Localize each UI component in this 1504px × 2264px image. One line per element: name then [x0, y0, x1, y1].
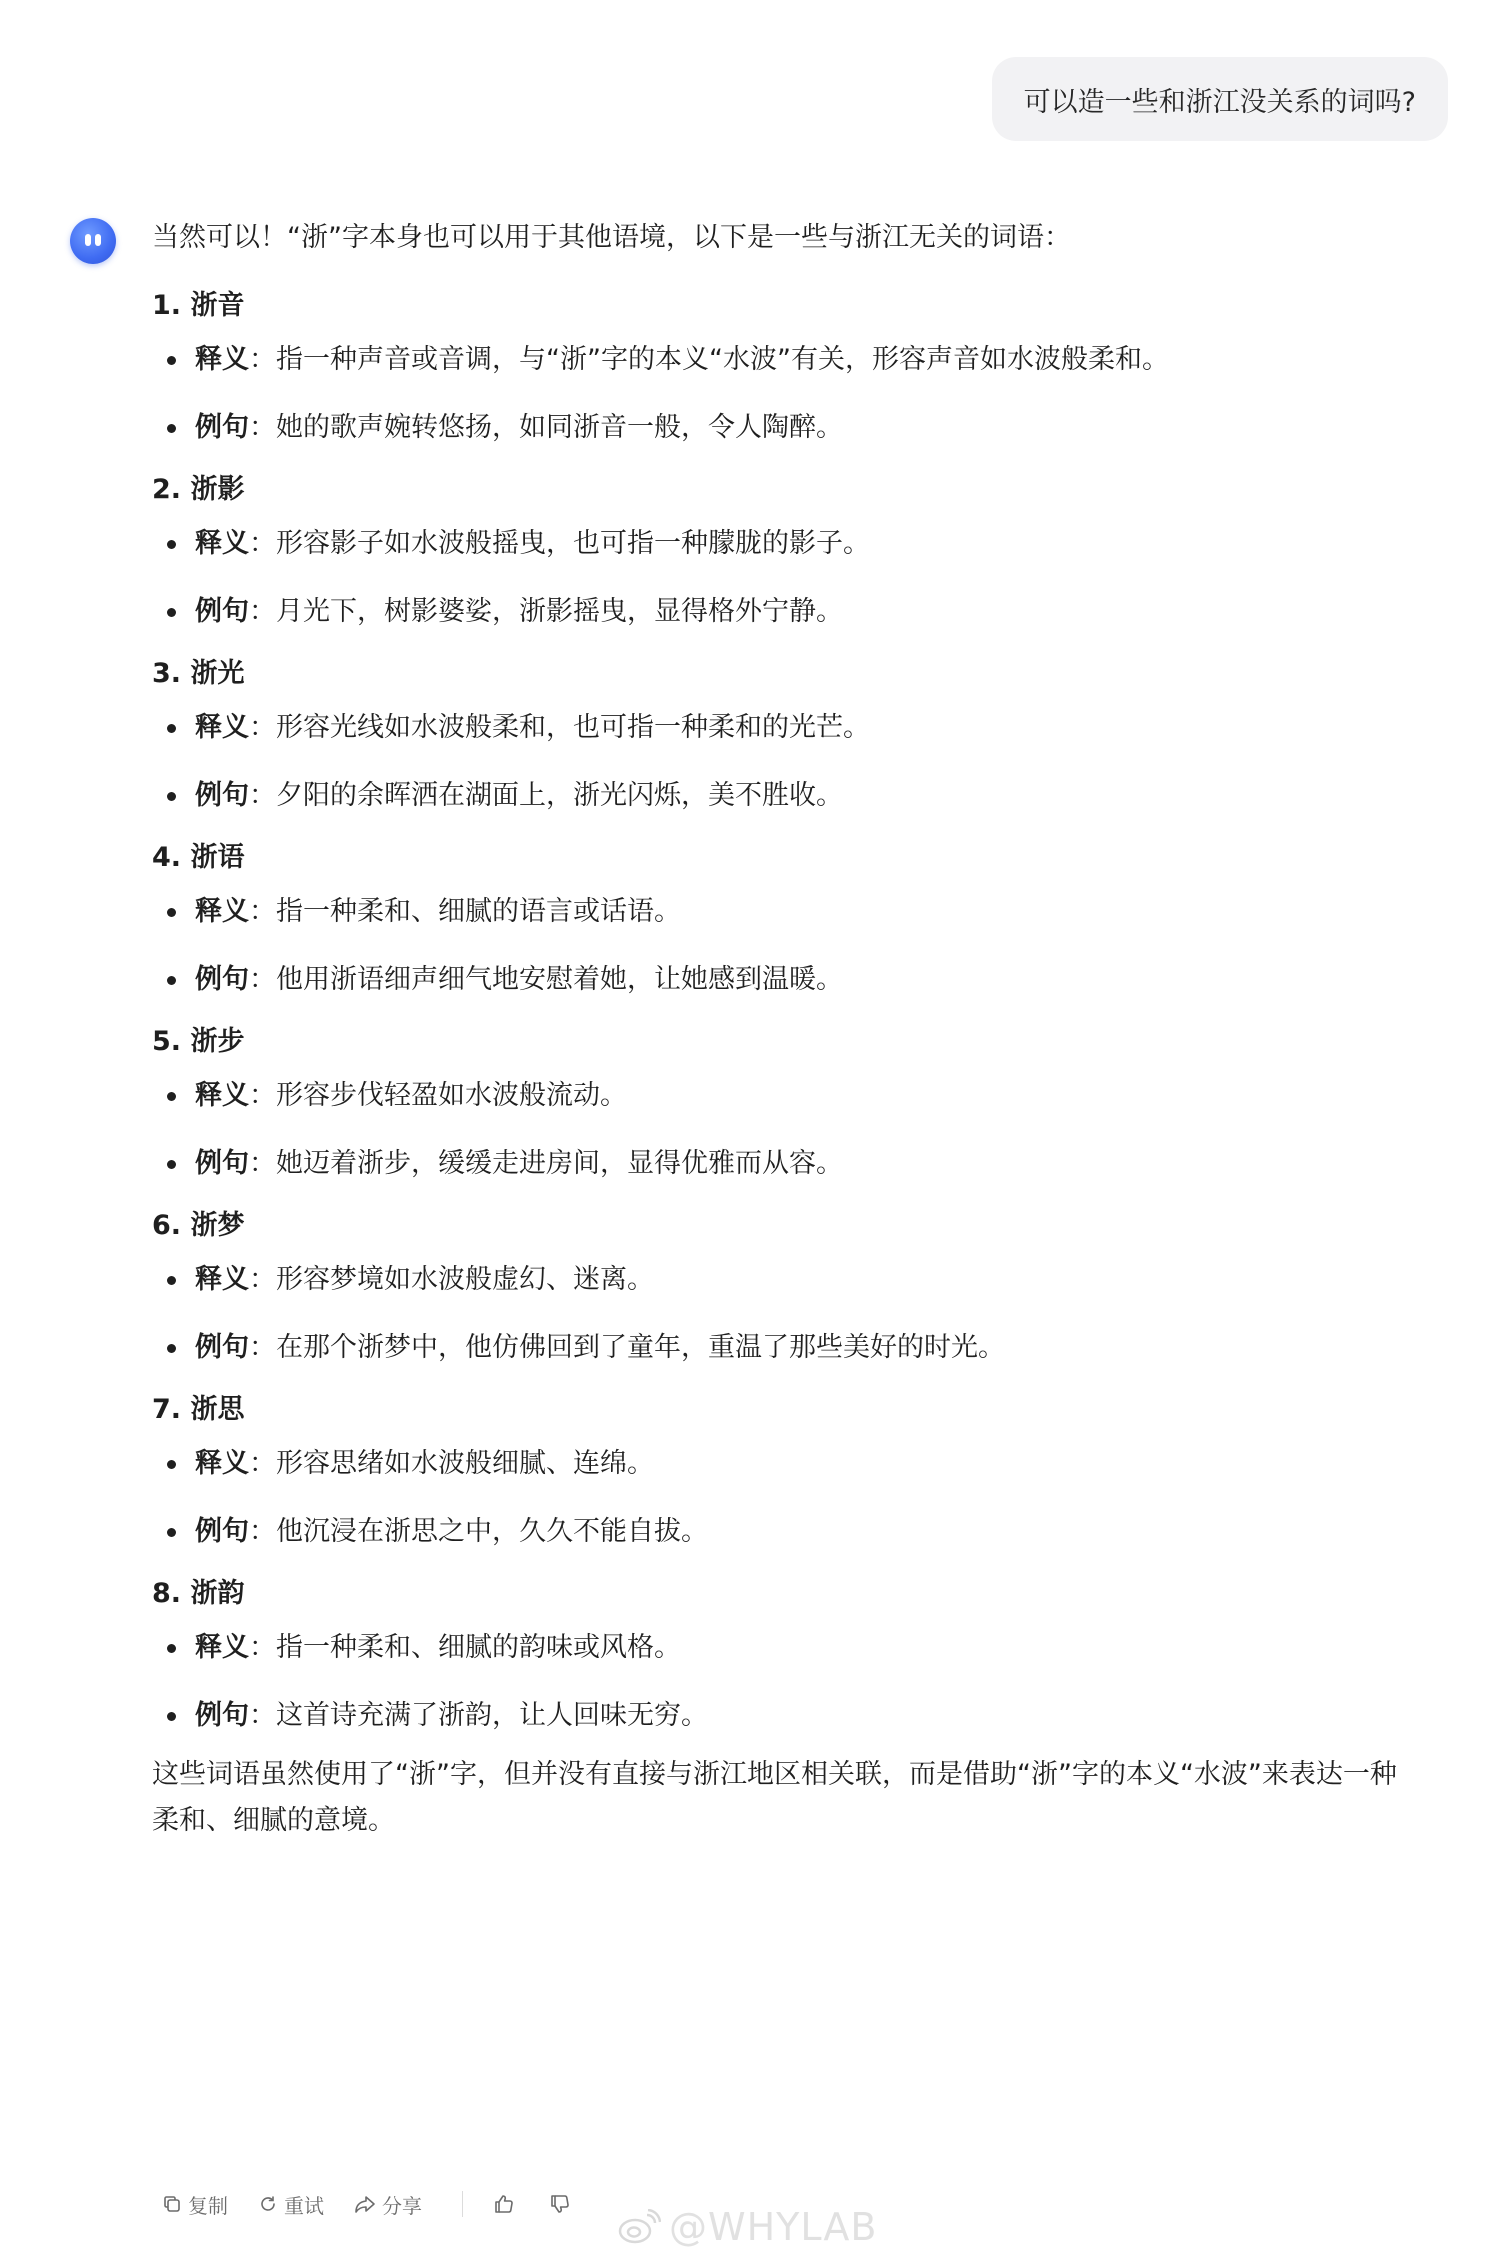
item-text: ：夕阳的余晖洒在湖面上，浙光闪烁，美不胜收。	[249, 780, 843, 811]
item-term: 释义	[195, 528, 249, 559]
retry-icon	[258, 2194, 278, 2214]
word-details	[152, 708, 1412, 816]
word-title: 4. 浙语	[152, 842, 245, 873]
thumbs-down-button[interactable]	[549, 2193, 571, 2215]
item-text: ：形容影子如水波般摇曳，也可指一种朦胧的影子。	[249, 528, 870, 559]
bullet-dot	[167, 1644, 176, 1653]
list-item	[152, 1696, 1412, 1736]
list-item	[152, 592, 1412, 632]
share-label: 分享	[382, 2193, 422, 2218]
retry-button[interactable]	[258, 2190, 324, 2219]
item-term: 例句	[195, 1332, 249, 1363]
item-term: 释义	[195, 1264, 249, 1295]
list-item	[152, 892, 1412, 932]
word-details	[152, 1628, 1412, 1736]
thumbs-up-icon	[493, 2193, 515, 2215]
list-item	[152, 1328, 1412, 1368]
word-title: 2. 浙影	[152, 474, 245, 505]
list-item	[152, 1444, 1412, 1484]
bullet-dot	[167, 792, 176, 801]
item-term: 例句	[195, 1700, 249, 1731]
bullet-dot	[167, 1712, 176, 1721]
copy-label: 复制	[188, 2193, 228, 2218]
copy-button[interactable]	[162, 2190, 228, 2219]
bullet-dot	[167, 356, 176, 365]
item-text: ：指一种柔和、细腻的语言或话语。	[249, 896, 681, 927]
user-message-text: 可以造一些和浙江没关系的词吗?	[1023, 86, 1416, 118]
item-text: ：她的歌声婉转悠扬，如同浙音一般，令人陶醉。	[249, 412, 843, 443]
item-text: ：形容步伐轻盈如水波般流动。	[249, 1080, 627, 1111]
bullet-dot	[167, 724, 176, 733]
message-action-bar	[162, 2184, 605, 2224]
item-term: 释义	[195, 712, 249, 743]
bullet-dot	[167, 1344, 176, 1353]
word-title: 6. 浙梦	[152, 1210, 245, 1241]
list-item	[152, 1144, 1412, 1184]
action-divider	[462, 2191, 463, 2217]
assistant-avatar-icon	[70, 218, 116, 264]
bullet-dot	[167, 1092, 176, 1101]
item-term: 释义	[195, 896, 249, 927]
list-item	[152, 776, 1412, 816]
item-text: ：形容思绪如水波般细腻、连绵。	[249, 1448, 654, 1479]
item-text: ：他用浙语细声细气地安慰着她，让她感到温暖。	[249, 964, 843, 995]
list-item	[152, 1076, 1412, 1116]
item-term: 例句	[195, 1148, 249, 1179]
item-term: 释义	[195, 1448, 249, 1479]
bullet-dot	[167, 1460, 176, 1469]
item-term: 例句	[195, 412, 249, 443]
thumbs-down-icon	[549, 2193, 571, 2215]
word-title: 8. 浙韵	[152, 1578, 245, 1609]
item-term: 例句	[195, 780, 249, 811]
share-icon	[354, 2194, 376, 2214]
item-text: ：形容光线如水波般柔和，也可指一种柔和的光芒。	[249, 712, 870, 743]
item-term: 例句	[195, 964, 249, 995]
word-details	[152, 340, 1412, 448]
bullet-dot	[167, 1528, 176, 1537]
list-item	[152, 340, 1412, 380]
word-details	[152, 1076, 1412, 1184]
assistant-answer	[152, 212, 1412, 1844]
list-item	[152, 708, 1412, 748]
item-text: ：月光下，树影婆娑，浙影摇曳，显得格外宁静。	[249, 596, 843, 627]
retry-label: 重试	[284, 2193, 324, 2218]
item-text: ：她迈着浙步，缓缓走进房间，显得优雅而从容。	[249, 1148, 843, 1179]
list-item	[152, 960, 1412, 1000]
copy-icon	[162, 2194, 182, 2214]
list-item	[152, 1628, 1412, 1668]
user-message-bubble	[992, 57, 1448, 141]
bullet-dot	[167, 908, 176, 917]
word-title: 3. 浙光	[152, 658, 245, 689]
word-details	[152, 892, 1412, 1000]
item-term: 例句	[195, 596, 249, 627]
answer-conclusion: 这些词语虽然使用了“浙”字，但并没有直接与浙江地区相关联，而是借助“浙”字的本义“水波”来表达一种柔和、细腻的意境。	[152, 1759, 1397, 1836]
word-details	[152, 1260, 1412, 1368]
list-item	[152, 1260, 1412, 1300]
thumbs-up-button[interactable]	[493, 2193, 515, 2215]
item-term: 释义	[195, 1080, 249, 1111]
word-title: 7. 浙思	[152, 1394, 245, 1425]
item-text: ：在那个浙梦中，他仿佛回到了童年，重温了那些美好的时光。	[249, 1332, 1005, 1363]
item-term: 释义	[195, 1632, 249, 1663]
word-details	[152, 1444, 1412, 1552]
word-title: 1. 浙音	[152, 290, 245, 321]
word-title: 5. 浙步	[152, 1026, 245, 1057]
watermark	[617, 2202, 877, 2252]
word-list	[152, 286, 1412, 1736]
list-item	[152, 524, 1412, 564]
bullet-dot	[167, 976, 176, 985]
item-text: ：他沉浸在浙思之中，久久不能自拔。	[249, 1516, 708, 1547]
list-item	[152, 408, 1412, 448]
watermark-text: @WHYLAB	[669, 2205, 878, 2249]
item-text: ：指一种声音或音调，与“浙”字的本义“水波”有关，形容声音如水波般柔和。	[249, 344, 1169, 375]
weibo-logo-icon	[617, 2209, 661, 2245]
item-term: 释义	[195, 344, 249, 375]
word-details	[152, 524, 1412, 632]
item-text: ：这首诗充满了浙韵，让人回味无穷。	[249, 1700, 708, 1731]
list-item	[152, 1512, 1412, 1552]
bullet-dot	[167, 1160, 176, 1169]
answer-intro: 当然可以！“浙”字本身也可以用于其他语境，以下是一些与浙江无关的词语：	[152, 222, 1071, 253]
item-term: 例句	[195, 1516, 249, 1547]
item-text: ：指一种柔和、细腻的韵味或风格。	[249, 1632, 681, 1663]
bullet-dot	[167, 608, 176, 617]
bullet-dot	[167, 424, 176, 433]
share-button[interactable]	[354, 2190, 422, 2219]
item-text: ：形容梦境如水波般虚幻、迷离。	[249, 1264, 654, 1295]
bullet-dot	[167, 540, 176, 549]
bullet-dot	[167, 1276, 176, 1285]
